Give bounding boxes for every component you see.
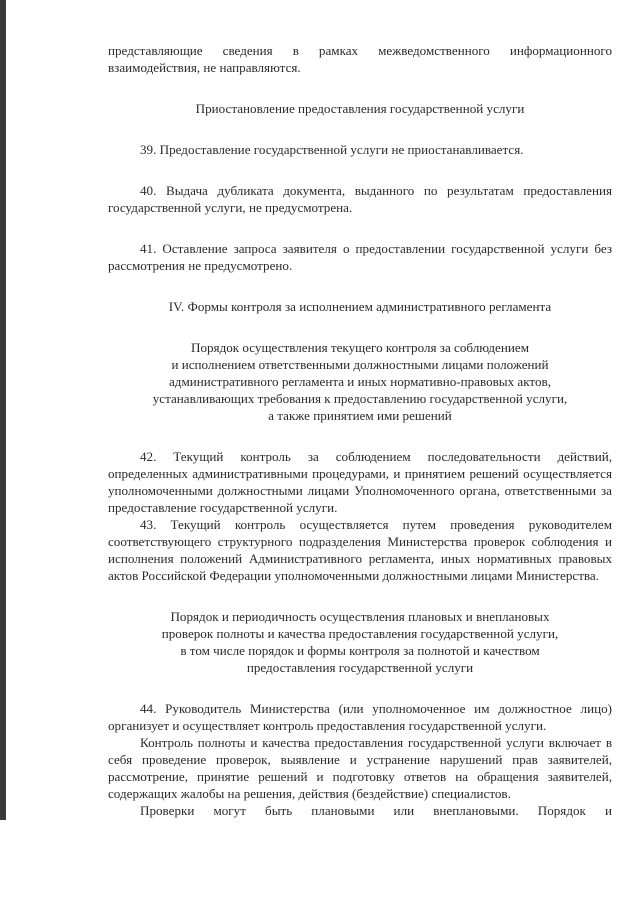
scan-edge-bar (0, 0, 6, 820)
paragraph-42: 42. Текущий контроль за соблюдением последовательности действий, определенных административными процедурами, и принятием решений осуществляется уполномоченными должностными лицами Уполномоченного органа, ответственными за предоставление государственной услуги. (108, 449, 612, 515)
paragraph-inspections-start: Проверки могут быть плановыми или внеплановыми. Порядок и (140, 803, 612, 818)
paragraph-control-scope: Контроль полноты и качества предоставления государственной услуги включает в себя проведение проверок, выявление и устранение нарушений прав заявителей, рассмотрение, принятие решений и подготовку ответов на обращения заявителей, содержащих жалобы на решения, действия (бездействие) специалистов. (108, 735, 612, 801)
heading-line: в том числе порядок и формы контроля за полнотой и качеством (180, 643, 540, 658)
section-heading-suspension: Приостановление предоставления государственной услуги (195, 101, 525, 116)
heading-line: а также принятием ими решений (268, 408, 452, 423)
paragraph-40: 40. Выдача дубликата документа, выданного по результатам предоставления государственной услуги, не предусмотрена. (108, 183, 612, 215)
heading-line: Порядок и периодичность осуществления плановых и внеплановых (170, 609, 550, 624)
heading-line: устанавливающих требования к предоставлению государственной услуги, (152, 391, 568, 406)
heading-line: административного регламента и иных нормативно-правовых актов, (169, 374, 551, 389)
chapter-heading-iv: IV. Формы контроля за исполнением административного регламента (168, 299, 552, 314)
paragraph-41: 41. Оставление запроса заявителя о предоставлении государственной услуги без рассмотрения не предусмотрено. (108, 241, 612, 273)
document-body (108, 42, 612, 819)
section-heading-current-control (108, 339, 612, 424)
heading-line: предоставления государственной услуги (246, 660, 474, 675)
heading-line: Порядок осуществления текущего контроля за соблюдением (191, 340, 529, 355)
paragraph-44: 44. Руководитель Министерства (или уполномоченное им должностное лицо) организует и осуществляет контроль предоставления государственной услуги. (108, 701, 612, 733)
heading-line: и исполнением ответственными должностными лицами положений (171, 357, 549, 372)
section-heading-inspections (108, 608, 612, 676)
paragraph-continuation: представляющие сведения в рамках межведомственного информационного взаимодействия, не направляются. (108, 43, 612, 75)
paragraph-39: 39. Предоставление государственной услуги не приостанавливается. (140, 142, 524, 157)
heading-line: проверок полноты и качества предоставления государственной услуги, (161, 626, 559, 641)
paragraph-43: 43. Текущий контроль осуществляется путем проведения руководителем соответствующего структурного подразделения Министерства проверок соблюдения и исполнения положений Административного регламента, иных нормативных правовых актов Российской Федерации уполномоченными должностными лицами Министерства. (108, 517, 612, 583)
